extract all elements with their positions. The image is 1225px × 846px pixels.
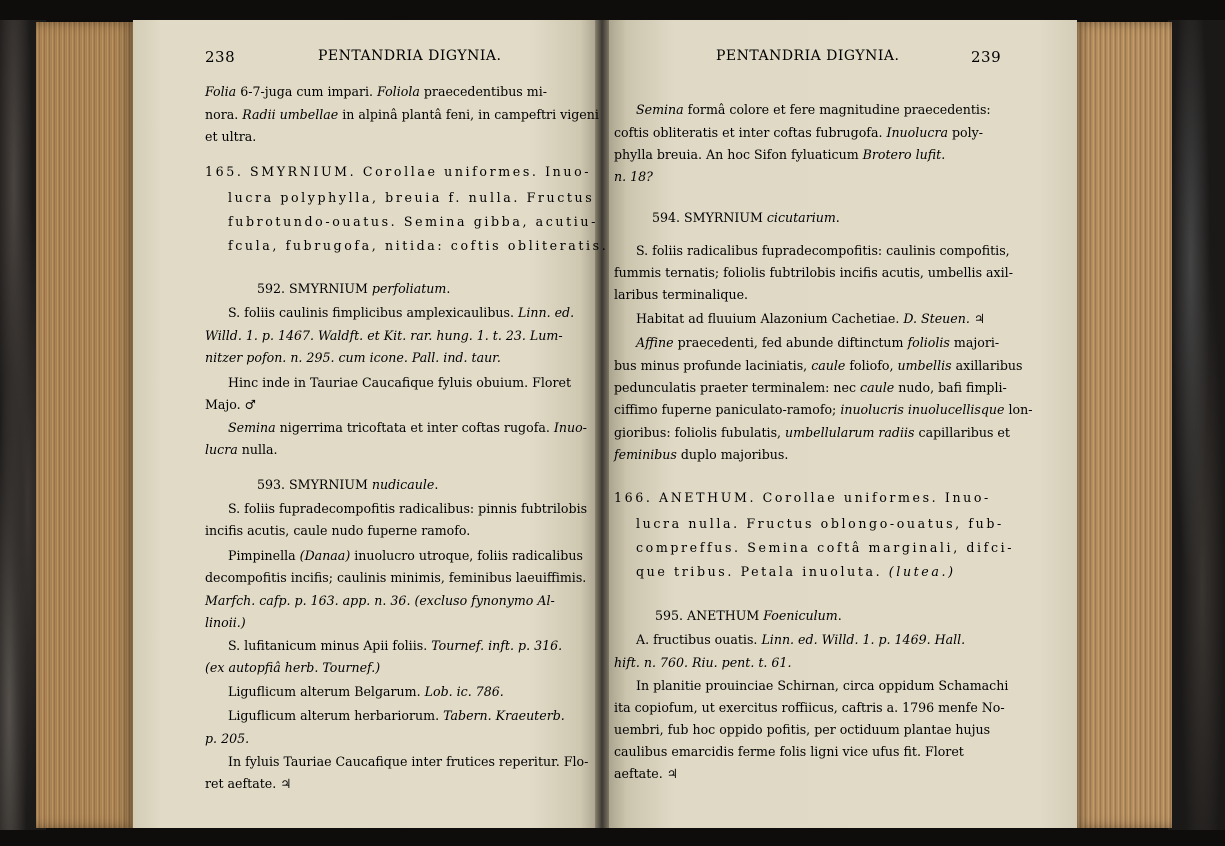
left-text-line: Pimpinella (Danaa) inuolucro utroque, foliis radicalibus <box>228 548 583 563</box>
left-text-line: Folia 6-7-juga cum impari. Foliola praecedentibus mi- <box>205 84 547 99</box>
left-text-line: In fyluis Tauriae Caucafique inter frutices reperitur. Flo- <box>228 754 589 769</box>
left-running-head: PENTANDRIA DIGYNIA. <box>318 48 502 64</box>
marble-board-right <box>1168 20 1225 830</box>
page-edges-right <box>1072 22 1172 828</box>
left-text-line: 593. SMYRNIUM nudicaule. <box>257 477 439 492</box>
left-text-line: (ex autopfiâ herb. Tournef.) <box>205 660 381 675</box>
page-edges-left <box>36 22 136 828</box>
right-text-line: feminibus duplo majoribus. <box>614 447 789 462</box>
right-text-line: 166. ANETHUM. Corollae uniformes. Inuo- <box>614 490 991 505</box>
right-text-line: coftis obliteratis et inter coftas fubrugofa. Inuolucra poly- <box>614 125 984 140</box>
book-gutter <box>595 20 609 828</box>
right-text-line: In planitie prouinciae Schirnan, circa oppidum Schamachi <box>636 678 1009 693</box>
right-text-line: caulibus emarcidis ferme folis ligni vice ufus fit. Floret <box>614 744 964 759</box>
left-text-line: 592. SMYRNIUM perfoliatum. <box>257 281 451 296</box>
right-text-line: phylla breuia. An hoc Sifon fyluaticum Brotero lufit. <box>614 147 946 162</box>
left-text-line: Marfch. cafp. p. 163. app. n. 36. (excluso fynonymo Al- <box>205 593 555 608</box>
right-text-line: 595. ANETHUM Foeniculum. <box>655 608 842 623</box>
right-text-line: laribus terminalique. <box>614 287 749 302</box>
left-text-line: ret aeftate. ♃ <box>205 776 292 791</box>
left-text-line: decompofitis incifis; caulinis minimis, feminibus laeuiffimis. <box>205 570 587 585</box>
left-text-line: lucra nulla. <box>205 442 278 457</box>
right-text-line: S. foliis radicalibus fupradecompofitis: caulinis compofitis, <box>636 243 1010 258</box>
left-text-line: 165. SMYRNIUM. Corollae uniformes. Inuo- <box>205 164 592 179</box>
right-text-line: pedunculatis praeter terminalem: nec caule nudo, bafi fimpli- <box>614 380 1007 395</box>
right-text-line: hift. n. 760. Riu. pent. t. 61. <box>614 655 792 670</box>
right-text-line: fummis ternatis; foliolis fubtrilobis incifis acutis, umbellis axil- <box>614 265 1013 280</box>
left-text-line: lucra polyphylla, breuia f. nulla. Fructus <box>228 190 595 205</box>
right-text-line: bus minus profunde laciniatis, caule foliofo, umbellis axillaribus <box>614 358 1023 373</box>
right-running-head: PENTANDRIA DIGYNIA. <box>716 48 900 64</box>
right-text-line: ita copiofum, ut exercitus roffiicus, caftris a. 1796 menfe No- <box>614 700 1005 715</box>
left-text-line: fcula, fubrugofa, nitida: coftis obliteratis. <box>228 238 609 253</box>
right-text-line: Affine praecedenti, fed abunde diftinctum foliolis majori- <box>636 335 1000 350</box>
right-text-line: que tribus. Petala inuoluta. (lutea.) <box>636 564 956 579</box>
right-text-line: aeftate. ♃ <box>614 766 679 781</box>
left-text-line: Hinc inde in Tauriae Caucafique fyluis obuium. Floret <box>228 375 572 390</box>
left-text-line: incifis acutis, caule nudo fuperne ramofo. <box>205 523 471 538</box>
left-text-line: fubrotundo-ouatus. Semina gibba, acutiu- <box>228 214 598 229</box>
left-text-line: linoii.) <box>205 615 246 630</box>
left-text-line: Willd. 1. p. 1467. Waldft. et Kit. rar. hung. 1. t. 23. Lum- <box>205 328 563 343</box>
right-text-line: 594. SMYRNIUM cicutarium. <box>652 210 840 225</box>
left-text-line: S. foliis caulinis fimplicibus amplexicaulibus. Linn. ed. <box>228 305 575 320</box>
right-text-line: ciffimo fuperne paniculato-ramofo; inuolucris inuolucellisque lon- <box>614 402 1033 417</box>
left-text-line: nitzer pofon. n. 295. cum icone. Pall. ind. taur. <box>205 350 501 365</box>
right-text-line: compreffus. Semina coftâ marginali, difci- <box>636 540 1015 555</box>
right-text-line: gioribus: foliolis fubulatis, umbellularum radiis capillaribus et <box>614 425 1010 440</box>
left-text-line: Liguflicum alterum herbariorum. Tabern. Kraeuterb. <box>228 708 565 723</box>
right-text-line: Semina formâ colore et fere magnitudine praecedentis: <box>636 102 991 117</box>
left-text-line: Semina nigerrima tricoftata et inter coftas rugofa. Inuo- <box>228 420 587 435</box>
left-text-line: S. foliis fupradecompofitis radicalibus: pinnis fubtrilobis <box>228 501 588 516</box>
right-page-number: 239 <box>971 48 1002 66</box>
right-text-line: Habitat ad fluuium Alazonium Cachetiae. D. Steuen. ♃ <box>636 311 986 326</box>
left-text-line: p. 205. <box>205 731 250 746</box>
right-text-line: lucra nulla. Fructus oblongo-ouatus, fub- <box>636 516 1004 531</box>
right-text-line: A. fructibus ouatis. Linn. ed. Willd. 1. p. 1469. Hall. <box>636 632 966 647</box>
left-text-line: Majo. ♂ <box>205 397 256 412</box>
left-text-line: nora. Radii umbellae in alpinâ plantâ feni, in campeftri vigeni <box>205 107 599 122</box>
left-text-line: Liguflicum alterum Belgarum. Lob. ic. 786. <box>228 684 504 699</box>
right-text-line: n. 18? <box>614 169 653 184</box>
left-text-line: et ultra. <box>205 129 257 144</box>
left-text-line: S. lufitanicum minus Apii foliis. Tournef. inft. p. 316. <box>228 638 563 653</box>
left-page-number: 238 <box>205 48 236 66</box>
right-text-line: uembri, fub hoc oppido pofitis, per octiduum plantae hujus <box>614 722 991 737</box>
